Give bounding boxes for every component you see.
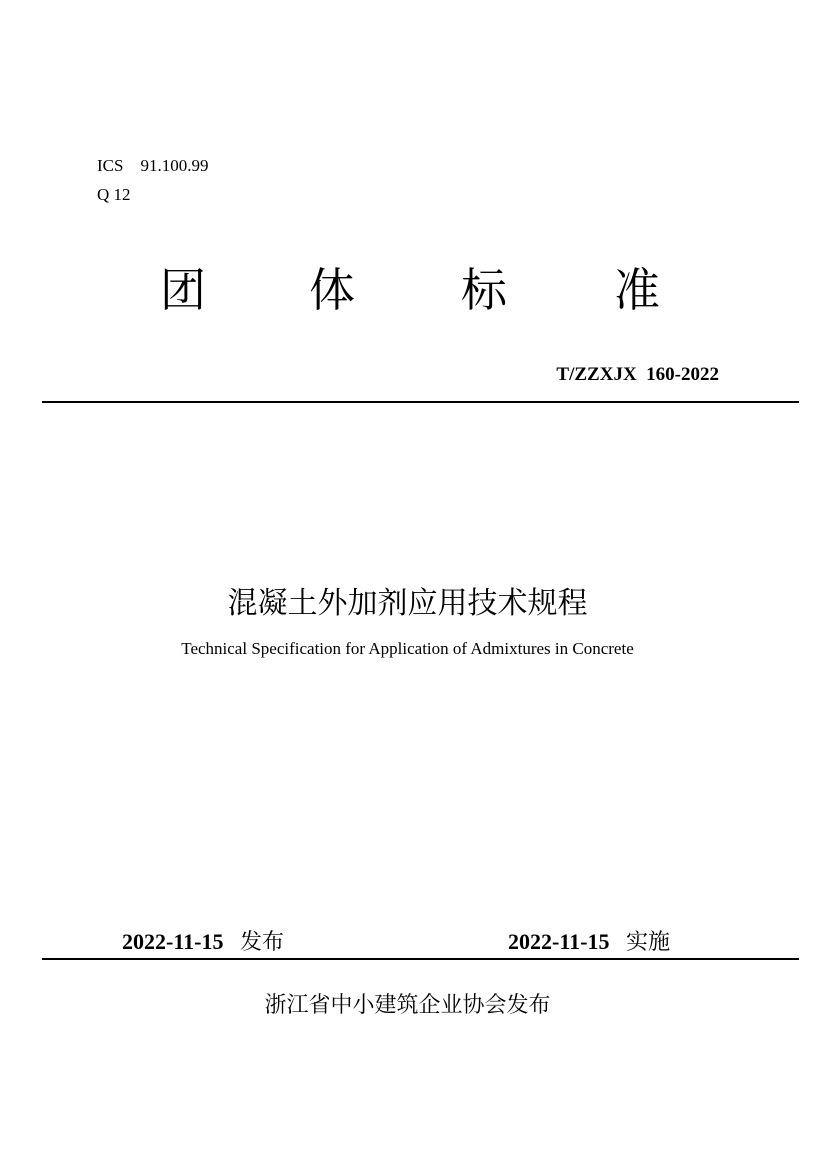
issue-label: 发布 xyxy=(239,930,284,955)
implement-label: 实施 xyxy=(625,930,670,955)
top-divider xyxy=(42,401,799,403)
implement-date: 2022-11-15 xyxy=(508,929,610,954)
title-english: Technical Specification for Application of Admixtures in Concrete xyxy=(181,639,634,658)
ccs-code: Q 12 xyxy=(97,185,131,204)
standard-code: T/ZZXJX 160-2022 xyxy=(556,364,719,385)
issue-date: 2022-11-15 xyxy=(122,929,224,954)
implement-date-line xyxy=(508,925,670,956)
issuer: 浙江省中小建筑企业协会发布 xyxy=(264,993,551,1018)
heading-char-3: 标 xyxy=(461,263,507,317)
heading-char-1: 团 xyxy=(160,263,206,317)
issue-date-line xyxy=(122,925,284,956)
bottom-divider xyxy=(42,958,799,960)
heading-char-4: 准 xyxy=(614,263,660,317)
title-chinese: 混凝土外加剂应用技术规程 xyxy=(227,586,588,621)
heading-char-2: 体 xyxy=(309,263,355,317)
ics-code: ICS 91.100.99 xyxy=(97,156,209,175)
